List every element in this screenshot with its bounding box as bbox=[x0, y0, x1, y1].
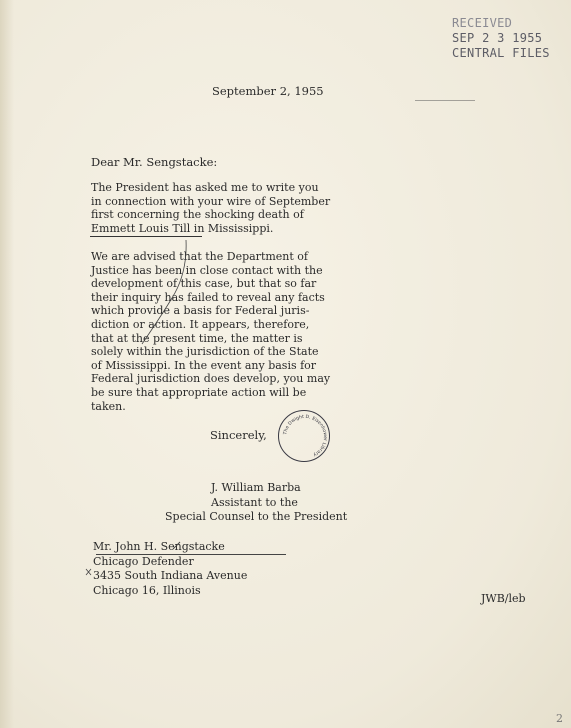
paragraph-2-line: their inquiry has failed to reveal any facts bbox=[91, 290, 325, 304]
paragraph-1 bbox=[91, 181, 361, 235]
paragraph-2-line: development of this case, but that so far bbox=[91, 277, 317, 291]
paragraph-1-line: in connection with your wire of September bbox=[91, 194, 331, 208]
page-mark: 2 bbox=[556, 712, 563, 725]
paragraph-2-line: of Mississippi. In the event any basis for bbox=[91, 358, 317, 372]
address-line: Chicago Defender bbox=[93, 554, 194, 568]
paragraph-1-line: Emmett Louis Till in Mississippi. bbox=[91, 221, 274, 235]
seal-text: The Dwight D. Eisenhower Library bbox=[283, 414, 328, 457]
stamp-date: SEP 2 3 1955 bbox=[452, 31, 543, 45]
salutation: Dear Mr. Sengstacke: bbox=[91, 155, 218, 169]
signer-name: J. William Barba bbox=[211, 481, 301, 494]
signer-title-1: Assistant to the bbox=[211, 495, 298, 509]
paragraph-2-line: We are advised that the Department of bbox=[91, 250, 308, 263]
paragraph-2-line: diction or action. It appears, therefore, bbox=[91, 317, 310, 331]
paragraph-2-line: which provide a basis for Federal juris- bbox=[91, 304, 310, 318]
typist-initials: JWB/leb bbox=[481, 592, 526, 605]
stamp-received: RECEIVED bbox=[452, 16, 513, 30]
pencil-x-mark bbox=[86, 569, 91, 575]
address-line: 3435 South Indiana Avenue bbox=[93, 569, 248, 582]
paragraph-2-line: be sure that appropriate action will be bbox=[91, 385, 307, 399]
address-line: Mr. John H. Sengstacke bbox=[93, 540, 225, 553]
received-stamp bbox=[452, 16, 550, 61]
closing: Sincerely, bbox=[210, 428, 267, 442]
letter-date: September 2, 1955 bbox=[212, 84, 324, 98]
address-underline bbox=[96, 554, 286, 555]
paragraph-2 bbox=[91, 250, 361, 413]
pencil-dash bbox=[415, 100, 475, 101]
signature-block bbox=[0, 481, 571, 525]
recipient-address bbox=[93, 540, 247, 598]
signer-title-2: Special Counsel to the President bbox=[165, 510, 348, 523]
paragraph-1-line: The President has asked me to write you bbox=[91, 181, 319, 194]
paragraph-2-line: taken. bbox=[91, 399, 126, 413]
paragraph-2-line: Justice has been in close contact with the bbox=[91, 263, 323, 277]
paragraph-2-line: Federal jurisdiction does develop, you may bbox=[91, 372, 331, 386]
paragraph-2-line: solely within the jurisdiction of the State bbox=[91, 345, 319, 359]
till-underline bbox=[90, 236, 202, 237]
paragraph-1-line: first concerning the shocking death of bbox=[91, 208, 304, 222]
address-line: Chicago 16, Illinois bbox=[93, 583, 201, 597]
stamp-central-files: CENTRAL FILES bbox=[452, 46, 550, 60]
paragraph-2-line: that at the present time, the matter is bbox=[91, 331, 303, 345]
library-seal bbox=[278, 410, 330, 462]
seal-graphic bbox=[279, 411, 331, 463]
